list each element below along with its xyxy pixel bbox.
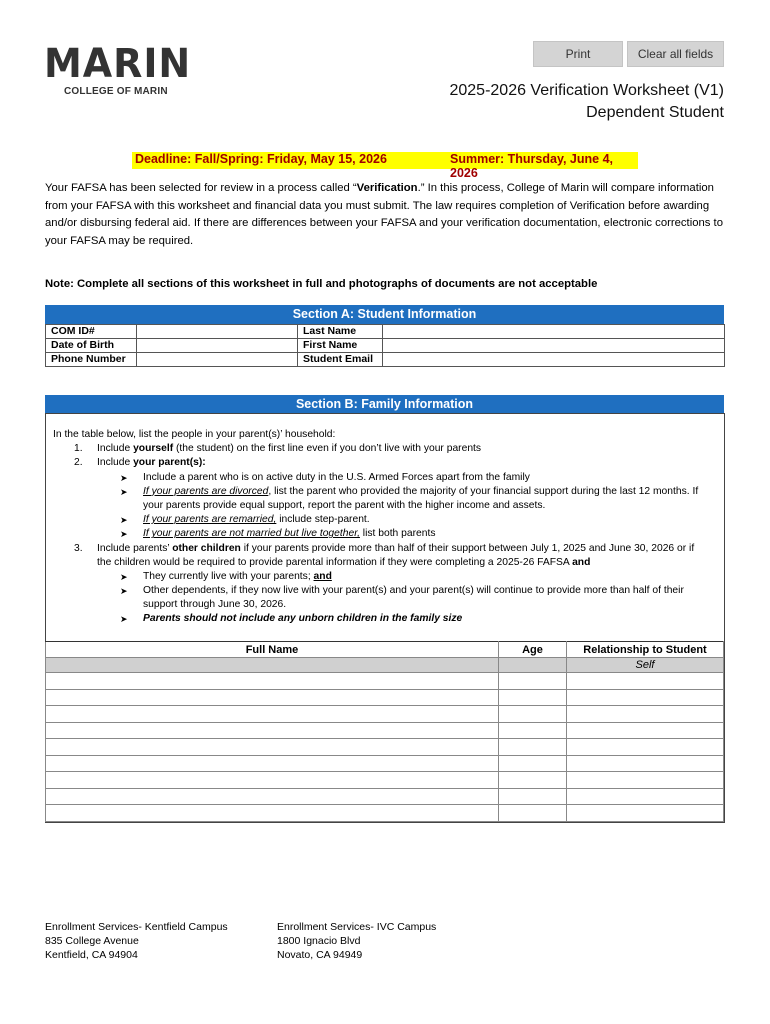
arrow-bullet-icon: ➤ bbox=[120, 586, 128, 597]
bullet-text-continued: support through June 30, 2026. bbox=[143, 599, 287, 611]
full-name-field[interactable] bbox=[46, 788, 499, 805]
item-number: 1. bbox=[74, 443, 83, 455]
bullet-text-continued: your parents provide equal support, report the parent with the higher income and assets. bbox=[143, 499, 546, 511]
age-field[interactable] bbox=[499, 673, 567, 690]
first-name-field[interactable] bbox=[383, 339, 725, 353]
family-member-row bbox=[46, 706, 724, 723]
item-number: 3. bbox=[74, 542, 83, 554]
bullet-text: Parents should not include any unborn children in the family size bbox=[143, 613, 463, 625]
student-relationship: Self bbox=[567, 658, 724, 673]
note-text: Note: Complete all sections of this worksheet in full and photographs of documents are not acceptable bbox=[45, 278, 598, 290]
relationship-field[interactable] bbox=[567, 673, 724, 690]
intro-bold-word: Verification bbox=[356, 182, 418, 194]
college-logo-subtitle: COLLEGE OF MARIN bbox=[64, 86, 168, 97]
age-field[interactable] bbox=[499, 805, 567, 822]
family-member-row bbox=[46, 772, 724, 789]
family-member-row bbox=[46, 755, 724, 772]
family-member-row bbox=[46, 805, 724, 822]
footer-kentfield-address bbox=[45, 920, 228, 962]
age-field[interactable] bbox=[499, 722, 567, 739]
worksheet-title: 2025-2026 Verification Worksheet (V1) bbox=[449, 82, 724, 99]
relationship-field[interactable] bbox=[567, 772, 724, 789]
footer-line: Kentfield, CA 94904 bbox=[45, 949, 138, 961]
item-2-text: Include your parent(s): bbox=[97, 457, 206, 469]
bullet-text: Include a parent who is on active duty in the U.S. Armed Forces apart from the family bbox=[143, 471, 530, 483]
full-name-header: Full Name bbox=[46, 642, 499, 658]
age-field[interactable] bbox=[499, 739, 567, 756]
last-name-label: Last Name bbox=[298, 325, 383, 339]
age-field[interactable] bbox=[499, 772, 567, 789]
arrow-bullet-icon: ➤ bbox=[120, 515, 128, 526]
footer-line: Novato, CA 94949 bbox=[277, 949, 363, 961]
item-3-text-continued: the children would be required to provide parental information if they were completing a 2025-26 FAFSA and bbox=[97, 556, 591, 568]
arrow-bullet-icon: ➤ bbox=[120, 486, 128, 497]
deadline-summer: Summer: Thursday, June 4, 2026 bbox=[450, 152, 614, 180]
family-member-row bbox=[46, 689, 724, 706]
section-a-header: Section A: Student Information bbox=[45, 305, 724, 324]
student-age-field[interactable] bbox=[499, 658, 567, 673]
arrow-bullet-icon: ➤ bbox=[120, 614, 128, 625]
item-number: 2. bbox=[74, 457, 83, 469]
section-b-intro: In the table below, list the people in your parent(s)’ household: bbox=[53, 429, 336, 440]
family-member-row bbox=[46, 722, 724, 739]
bullet-text: If your parents are remarried, include step-parent. bbox=[143, 514, 370, 526]
first-name-label: First Name bbox=[298, 339, 383, 353]
item-3-text: Include parents’ other children if your parents provide more than half of their support between July 1, 2025 and June 30, 2026 or if bbox=[97, 542, 695, 554]
dob-label: Date of Birth bbox=[46, 339, 137, 353]
full-name-field[interactable] bbox=[46, 689, 499, 706]
relationship-field[interactable] bbox=[567, 755, 724, 772]
age-field[interactable] bbox=[499, 689, 567, 706]
relationship-field[interactable] bbox=[567, 689, 724, 706]
family-member-row bbox=[46, 788, 724, 805]
footer-line: 835 College Avenue bbox=[45, 935, 139, 947]
phone-label: Phone Number bbox=[46, 353, 137, 367]
relationship-field[interactable] bbox=[567, 706, 724, 723]
college-logo: MARIN bbox=[44, 41, 192, 87]
relationship-field[interactable] bbox=[567, 722, 724, 739]
deadline-fall-spring: Deadline: Fall/Spring: Friday, May 15, 2026 bbox=[135, 152, 387, 166]
email-field[interactable] bbox=[383, 353, 725, 367]
full-name-field[interactable] bbox=[46, 772, 499, 789]
footer-line: 1800 Ignacio Blvd bbox=[277, 935, 361, 947]
last-name-field[interactable] bbox=[383, 325, 725, 339]
age-field[interactable] bbox=[499, 706, 567, 723]
age-field[interactable] bbox=[499, 788, 567, 805]
family-members-table bbox=[45, 641, 724, 822]
dob-field[interactable] bbox=[137, 339, 298, 353]
student-info-table bbox=[45, 324, 725, 367]
full-name-field[interactable] bbox=[46, 805, 499, 822]
full-name-field[interactable] bbox=[46, 673, 499, 690]
section-b-header: Section B: Family Information bbox=[45, 395, 724, 414]
relationship-header: Relationship to Student bbox=[567, 642, 724, 658]
bullet-text: Other dependents, if they now live with your parent(s) and your parent(s) will continue to provide more than half of their bbox=[143, 585, 684, 597]
email-label: Student Email bbox=[298, 353, 383, 367]
item-1-text: Include yourself (the student) on the first line even if you don’t live with your parents bbox=[97, 443, 482, 455]
arrow-bullet-icon: ➤ bbox=[120, 472, 128, 483]
full-name-field[interactable] bbox=[46, 722, 499, 739]
com-id-label: COM ID# bbox=[46, 325, 137, 339]
com-id-field[interactable] bbox=[137, 325, 298, 339]
footer-ivc-address bbox=[277, 920, 436, 962]
intro-paragraph bbox=[45, 180, 725, 250]
intro-text-end: .” In this process, College of Marin will compare information from your FAFSA with this worksheet and financial data you must submit. The law requires completion of Verification before awarding and/or disbursing federal aid. If there are differences between your FAFSA and your verification documentation, electronic corrections to your FAFSA may be required. bbox=[45, 182, 723, 247]
worksheet-subtitle: Dependent Student bbox=[586, 104, 724, 121]
student-full-name-field[interactable] bbox=[46, 658, 499, 673]
clear-all-fields-button[interactable]: Clear all fields bbox=[627, 41, 724, 67]
deadline-banner bbox=[132, 152, 638, 180]
section-b-instructions bbox=[53, 428, 723, 627]
family-member-row bbox=[46, 739, 724, 756]
age-field[interactable] bbox=[499, 755, 567, 772]
intro-text-start: Your FAFSA has been selected for review in a process called “ bbox=[45, 182, 357, 194]
print-button[interactable]: Print bbox=[533, 41, 623, 67]
relationship-field[interactable] bbox=[567, 739, 724, 756]
relationship-field[interactable] bbox=[567, 788, 724, 805]
phone-field[interactable] bbox=[137, 353, 298, 367]
footer-line: Enrollment Services- Kentfield Campus bbox=[45, 921, 228, 933]
relationship-field[interactable] bbox=[567, 805, 724, 822]
footer-line: Enrollment Services- IVC Campus bbox=[277, 921, 437, 933]
family-member-row bbox=[46, 673, 724, 690]
arrow-bullet-icon: ➤ bbox=[120, 529, 128, 540]
full-name-field[interactable] bbox=[46, 755, 499, 772]
bullet-text: They currently live with your parents; and bbox=[143, 570, 332, 582]
full-name-field[interactable] bbox=[46, 739, 499, 756]
arrow-bullet-icon: ➤ bbox=[120, 571, 128, 582]
age-header: Age bbox=[499, 642, 567, 658]
full-name-field[interactable] bbox=[46, 706, 499, 723]
bullet-text: If your parents are not married but live together, list both parents bbox=[143, 528, 436, 540]
bullet-text: If your parents are divorced, list the parent who provided the majority of your financial support during the last 12 months. If bbox=[143, 485, 699, 497]
